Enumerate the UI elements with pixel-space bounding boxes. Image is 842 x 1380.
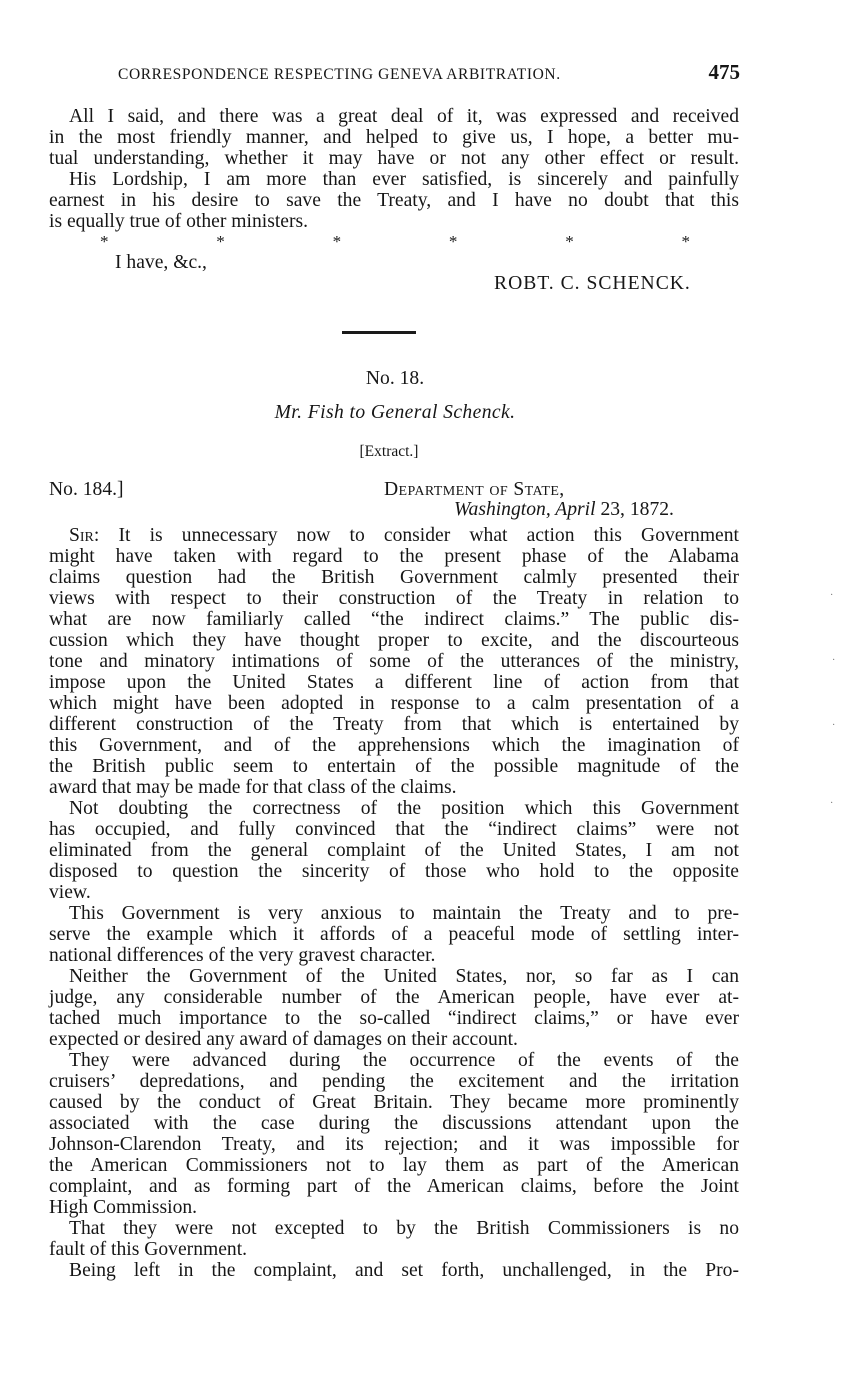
paragraph <box>49 525 739 798</box>
dispatch-number: No. 184.] <box>49 479 124 500</box>
paragraph <box>49 1050 739 1218</box>
asterisk: * <box>681 232 690 251</box>
text-line: award that may be made for that class of the claims. <box>49 777 457 798</box>
asterisk: * <box>216 232 225 251</box>
asterisk: * <box>565 232 574 251</box>
text-line: That they were not excepted to by the British Commissioners is no <box>69 1218 739 1239</box>
text-line: fault of this Government. <box>49 1239 248 1260</box>
text-line: Being left in the complaint, and set forth, unchallenged, in the Pro- <box>69 1260 739 1281</box>
paragraph <box>49 966 739 1050</box>
dateline-date: 23, 1872. <box>600 499 674 520</box>
text-line: this Government, and of the apprehensions which the imagination of <box>49 735 739 756</box>
scan-speck: · <box>830 798 834 809</box>
paragraph <box>49 106 739 169</box>
asterisk: * <box>448 232 458 251</box>
text-line: views with respect to their construction of the Treaty in relation to <box>49 588 739 609</box>
running-head <box>118 60 740 85</box>
text-line: expected or desired any award of damages on their account. <box>49 1029 518 1050</box>
text-line: what are now familiarly called “the indirect claims.” The public dis- <box>49 609 739 630</box>
letter-body <box>49 525 739 1281</box>
text-line: impose upon the United States a different line of action from that <box>49 672 739 693</box>
text-line: tual understanding, whether it may have or not any other effect or result. <box>49 148 739 169</box>
text-line: earnest in his desire to save the Treaty, and I have no doubt that this <box>49 190 739 211</box>
text-line: cussion which they have thought proper to excite, and the discourteous <box>49 630 739 651</box>
text-line: eliminated from the general complaint of the United States, I am not <box>49 840 739 861</box>
text-line: tone and minatory intimations of some of the utterances of the ministry, <box>49 651 739 672</box>
letter-closing: I have, &c., <box>115 252 207 273</box>
scan-speck: · <box>830 590 834 601</box>
text-line: disposed to question the sincerity of those who hold to the opposite <box>49 861 739 882</box>
paragraph <box>49 903 739 966</box>
text-line: His Lordship, I am more than ever satisfied, is sincerely and painfully <box>69 169 739 190</box>
document-heading: Mr. Fish to General Schenck. <box>274 402 516 423</box>
text-line <box>49 525 739 546</box>
asterisk: * <box>332 232 342 251</box>
section-divider <box>342 331 416 334</box>
paragraph <box>49 798 739 903</box>
dateline-place: Washington, April <box>454 499 596 520</box>
page-number: 475 <box>708 60 740 84</box>
text-line: view. <box>49 882 91 903</box>
text-line: High Commission. <box>49 1197 198 1218</box>
text-line: different construction of the Treaty from that which is entertained by <box>49 714 739 735</box>
omission-asterisks <box>100 232 690 252</box>
text-line: tached much importance to the so-called “indirect claims,” or have ever <box>49 1008 739 1029</box>
text-line: All I said, and there was a great deal of it, was expressed and received <box>69 106 739 127</box>
previous-letter-text <box>49 106 739 232</box>
document-number: No. 18. <box>365 368 425 389</box>
text-line: Neither the Government of the United States, nor, so far as I can <box>69 966 739 987</box>
scan-speck: · <box>832 655 836 666</box>
salutation: Sir <box>69 525 94 546</box>
text-line: claims question had the British Government calmly presented their <box>49 567 739 588</box>
running-head-title: CORRESPONDENCE RESPECTING GENEVA ARBITRATION. <box>118 66 561 83</box>
text-line: national differences of the very gravest character. <box>49 945 436 966</box>
text-line: associated with the case during the discussions attendant upon the <box>49 1113 739 1134</box>
text-line: is equally true of other ministers. <box>49 211 309 232</box>
text-line: caused by the conduct of Great Britain. They became more prominently <box>49 1092 739 1113</box>
text-line: has occupied, and fully convinced that the “indirect claims” were not <box>49 819 739 840</box>
dateline <box>454 499 674 521</box>
extract-note: [Extract.] <box>359 443 419 460</box>
text-line: Johnson-Clarendon Treaty, and its rejection; and it was impossible for <box>49 1134 739 1155</box>
text-line: This Government is very anxious to maintain the Treaty and to pre- <box>69 903 739 924</box>
text-line: They were advanced during the occurrence of the events of the <box>69 1050 739 1071</box>
department-line: Department of State, <box>384 479 565 500</box>
scan-speck: · <box>832 720 836 731</box>
asterisk: * <box>100 232 109 251</box>
text-line: the British public seem to entertain of the possible magnitude of the <box>49 756 739 777</box>
letter-signature: ROBT. C. SCHENCK. <box>494 273 691 294</box>
paragraph <box>49 169 739 232</box>
text-fragment: : It is unnecessary now to consider what action this Government <box>93 525 739 546</box>
text-line: judge, any considerable number of the American people, have ever at- <box>49 987 739 1008</box>
text-line: might have taken with regard to the present phase of the Alabama <box>49 546 739 567</box>
text-line: which might have been adopted in response to a calm presentation of a <box>49 693 739 714</box>
paragraph <box>49 1260 739 1281</box>
text-line: complaint, and as forming part of the American claims, before the Joint <box>49 1176 739 1197</box>
text-line: the American Commissioners not to lay them as part of the American <box>49 1155 739 1176</box>
text-line: cruisers’ depredations, and pending the excitement and the irritation <box>49 1071 739 1092</box>
text-line: Not doubting the correctness of the position which this Government <box>69 798 739 819</box>
text-line: serve the example which it affords of a peaceful mode of settling inter- <box>49 924 739 945</box>
text-line: in the most friendly manner, and helped to give us, I hope, a better mu- <box>49 127 739 148</box>
paragraph <box>49 1218 739 1260</box>
